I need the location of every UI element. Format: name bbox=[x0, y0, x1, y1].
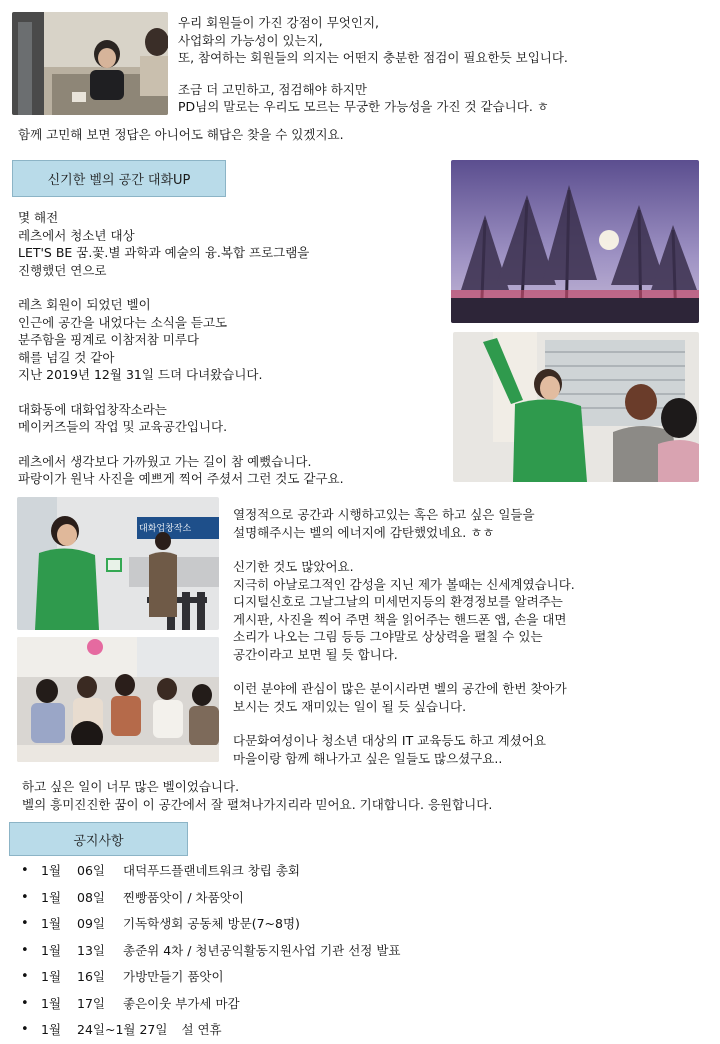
detail-line: 신기한 것도 많았어요. bbox=[233, 559, 354, 574]
notice-list bbox=[16, 858, 696, 1044]
intro-closing-text: 함께 고민해 보면 정답은 아니어도 해답은 찾을 수 있겠지요. bbox=[18, 127, 344, 142]
notice-text: 대덕푸드플랜네트워크 창립 총회 bbox=[123, 863, 300, 878]
bell-space-closing bbox=[22, 778, 492, 813]
list-item bbox=[16, 938, 696, 965]
intro-closing bbox=[18, 126, 344, 144]
notice-text: 설 연휴 bbox=[181, 1022, 222, 1037]
space-tour-photo bbox=[17, 497, 219, 630]
closing-line: 벨의 흥미진진한 꿈이 이 공간에서 잘 펼쳐나가지리라 믿어요. 기대합니다. 응원합니다. bbox=[22, 796, 493, 812]
detail-line: 지극히 아날로그적인 감성을 지닌 제가 볼때는 신세계였습니다. bbox=[233, 576, 575, 592]
intro-line: 사업화의 가능성이 있는지, bbox=[178, 32, 323, 48]
notice-day: 17일 bbox=[77, 995, 105, 1011]
detail-line: 다문화여성이나 청소년 대상의 IT 교육등도 하고 계셨어요 bbox=[233, 733, 546, 748]
bell-space-story bbox=[18, 209, 344, 488]
tree-road-photo bbox=[451, 160, 699, 323]
meeting-photo bbox=[12, 12, 168, 115]
notice-day: 13일 bbox=[77, 942, 105, 958]
story-line: 레츠에서 생각보다 가까웠고 가는 길이 참 예뻤습니다. bbox=[18, 453, 312, 469]
story-line: 메이커즈들의 작업 및 교육공간입니다. bbox=[18, 419, 228, 434]
detail-line: 공간이라고 보면 될 듯 합니다. bbox=[233, 646, 398, 662]
intro-line: 또, 참여하는 회원들의 의지는 어떤지 충분한 점검이 필요한듯 보입니다. bbox=[178, 50, 568, 65]
detail-line: 마을이랑 함께 해나가고 싶은 일들도 많으셨구요.. bbox=[233, 750, 503, 766]
bell-space-details bbox=[233, 506, 575, 767]
notice-day: 08일 bbox=[77, 889, 105, 905]
presenter-photo bbox=[453, 332, 699, 482]
notice-text: 가방만들기 품앗이 bbox=[123, 969, 224, 984]
story-line: 지난 2019년 12월 31일 드뎌 다녀왔습니다. bbox=[18, 367, 263, 382]
detail-line: 게시판, 사진을 찍어 주면 책을 읽어주는 핸드폰 앱, 손을 대면 bbox=[233, 611, 567, 627]
story-line: 파랑이가 원낙 사진을 예쁘게 찍어 주셨서 그런 것도 같구요. bbox=[18, 471, 344, 486]
detail-line: 디지털신호로 그날그날의 미세먼지등의 환경정보를 알려주는 bbox=[233, 594, 563, 609]
story-line: 해를 넘길 것 같아 bbox=[18, 349, 115, 365]
notice-text: 찐빵품앗이 / 차품앗이 bbox=[123, 889, 244, 905]
section-tab-label: 공지사항 bbox=[73, 833, 124, 849]
list-item bbox=[16, 885, 696, 912]
closing-line: 하고 싶은 일이 너무 많은 벨이었습니다. bbox=[22, 779, 240, 794]
story-line: 레츠 회원이 되었던 벨이 bbox=[18, 297, 151, 312]
notice-month: 1월 bbox=[41, 1022, 62, 1037]
detail-line: 소리가 나오는 그림 등등 그야말로 상상력을 펼칠 수 있는 bbox=[233, 629, 543, 644]
notice-month: 1월 bbox=[41, 942, 62, 958]
detail-line: 설명해주시는 벨의 에너지에 감탄했었네요. ㅎㅎ bbox=[233, 524, 495, 540]
notice-day: 16일 bbox=[77, 969, 105, 984]
notice-month: 1월 bbox=[41, 916, 62, 931]
story-line: 진행했던 연으로 bbox=[18, 262, 107, 278]
notice-month: 1월 bbox=[41, 995, 62, 1011]
section-tab-bell-space bbox=[12, 160, 226, 197]
intro-text bbox=[178, 14, 568, 116]
notice-text: 좋은이웃 부가세 마감 bbox=[123, 995, 240, 1011]
notice-month: 1월 bbox=[41, 969, 62, 984]
intro-line: 조금 더 고민하고, 점검해야 하지만 bbox=[178, 81, 367, 97]
classroom-photo bbox=[17, 637, 219, 762]
detail-line: 열정적으로 공간과 시행하고있는 혹은 하고 싶은 일들을 bbox=[233, 507, 535, 522]
list-item bbox=[16, 991, 696, 1018]
notice-day: 06일 bbox=[77, 863, 105, 878]
list-item bbox=[16, 911, 696, 938]
story-line: 인근에 공간을 내었다는 소식을 듣고도 bbox=[18, 314, 228, 330]
section-tab-notices bbox=[9, 822, 188, 856]
list-item bbox=[16, 964, 696, 991]
notice-day: 24일~1월 27일 bbox=[77, 1022, 168, 1037]
intro-line: 우리 회원들이 가진 강점이 무엇인지, bbox=[178, 15, 379, 30]
notice-month: 1월 bbox=[41, 889, 62, 905]
story-line: 분주함을 핑계로 이참저참 미루다 bbox=[18, 332, 199, 347]
space-banner-text: 대화업창작소 bbox=[139, 524, 192, 534]
section-tab-label: 신기한 벨의 공간 대화UP bbox=[47, 173, 191, 188]
story-line: 레츠에서 청소년 대상 bbox=[18, 227, 135, 243]
notice-month: 1월 bbox=[41, 863, 62, 878]
notice-text: 총준위 4차 / 청년공익활동지원사업 기관 선정 발표 bbox=[123, 942, 401, 958]
story-line: 몇 해전 bbox=[18, 210, 59, 225]
intro-line: PD님의 말로는 우리도 모르는 무궁한 가능성을 가진 것 같습니다. ㅎ bbox=[178, 99, 549, 114]
detail-line: 보시는 것도 재미있는 일이 될 듯 싶습니다. bbox=[233, 698, 467, 714]
story-line: 대화동에 대화업창작소라는 bbox=[18, 401, 167, 417]
story-line: LET'S BE 꿈.꽃.별 과학과 예술의 융.복합 프로그램을 bbox=[18, 245, 310, 260]
detail-line: 이런 분야에 관심이 많은 분이시라면 벨의 공간에 한번 찾아가 bbox=[233, 681, 567, 696]
notice-day: 09일 bbox=[77, 916, 105, 931]
notice-text: 기독학생회 공동체 방문(7~8명) bbox=[123, 916, 300, 931]
list-item bbox=[16, 858, 696, 885]
